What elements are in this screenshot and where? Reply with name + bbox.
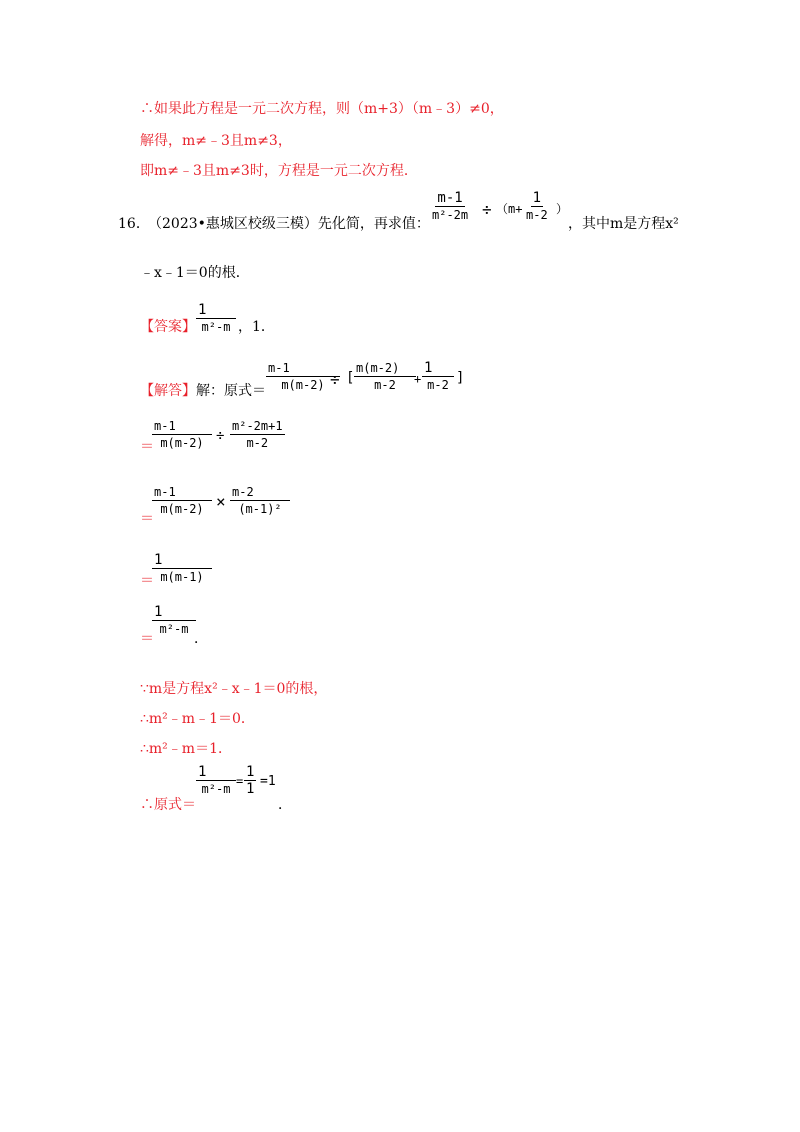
problem-paren-close: ）	[556, 202, 569, 216]
s4-frac-num: 1	[152, 552, 212, 569]
answer-fraction	[196, 302, 236, 335]
problem-source: （2023•惠城区校级三模）先化简，再求值：	[148, 216, 430, 232]
s3-frac-2-num: m-2	[230, 484, 290, 501]
s2-frac-2-num: m²-2m+1	[232, 419, 283, 433]
s1-frac-2	[354, 360, 416, 393]
s3-times-sign: ×	[216, 492, 226, 511]
s2-frac-1	[152, 418, 212, 451]
answer-fraction-den: m²-m	[201, 320, 231, 334]
s2-frac-1-den: m(m-2)	[160, 436, 204, 450]
s5-equals: ＝	[140, 631, 154, 647]
s4-frac-den: m(m-1)	[160, 570, 204, 584]
s1-bracket-open: [	[346, 370, 355, 386]
problem-inner-fraction	[524, 190, 550, 223]
final-equals-1: =	[236, 774, 244, 788]
top-line-1: ∴如果此方程是一元二次方程，则（m+3）（m﹣3）≠0，	[140, 101, 504, 117]
s1-frac-1-num: m-1	[266, 360, 340, 377]
s2-equals: ＝	[140, 439, 154, 455]
s2-frac-1-num: m-1	[152, 418, 212, 435]
final-equals-2: =1	[260, 774, 276, 789]
s2-frac-2-den: m-2	[246, 436, 269, 450]
problem-tail: ，其中m是方程x²	[568, 216, 679, 232]
s1-frac-1-den: m(m-2)	[281, 378, 325, 392]
s4-frac	[152, 552, 212, 585]
s1-frac-3	[422, 360, 454, 393]
s1-frac-3-num: 1	[422, 360, 454, 377]
problem-fraction-num: m-1	[437, 190, 463, 206]
s3-equals: ＝	[140, 511, 154, 527]
s3-frac-2-den: (m-1)²	[238, 502, 282, 516]
final-frac-2-den: 1	[246, 781, 255, 797]
problem-div-sign: ÷	[482, 200, 492, 219]
solution-lead: 解：原式＝	[196, 383, 266, 399]
s2-frac-2	[230, 418, 285, 451]
s1-frac-3-den: m-2	[427, 378, 449, 392]
s5-frac-num: 1	[152, 604, 196, 621]
s3-frac-1-num: m-1	[152, 484, 212, 501]
answer-tail: ，1．	[238, 319, 275, 335]
final-lead: ∴原式＝	[140, 797, 196, 813]
s1-frac-1	[266, 360, 340, 393]
problem-line-2: ﹣x﹣1＝0的根．	[140, 265, 250, 281]
s5-period: ．	[194, 631, 208, 647]
answer-label: 【答案】	[140, 319, 196, 335]
final-period: ．	[278, 797, 292, 813]
s1-frac-2-den: m-2	[374, 378, 396, 392]
final-frac-1	[196, 764, 236, 797]
final-frac-2	[244, 764, 256, 797]
reason-line-1: ∵m是方程x²﹣x﹣1＝0的根，	[140, 681, 328, 697]
s1-plus: +	[414, 372, 422, 386]
answer-fraction-num: 1	[196, 302, 236, 319]
top-line-2: 解得，m≠﹣3且m≠3，	[140, 133, 292, 149]
solution-label: 【解答】	[140, 383, 196, 399]
s4-equals: ＝	[140, 573, 154, 589]
s2-div-sign: ÷	[216, 428, 225, 444]
final-frac-2-num: 1	[246, 764, 255, 780]
final-frac-1-den: m²-m	[201, 782, 231, 796]
top-line-3: 即m≠﹣3且m≠3时，方程是一元二次方程．	[140, 163, 418, 179]
final-frac-1-num: 1	[196, 764, 236, 781]
problem-fraction-den: m²-2m	[432, 208, 469, 222]
s3-frac-2	[230, 484, 290, 517]
s5-frac-den: m²-m	[159, 622, 189, 636]
s3-frac-1	[152, 484, 212, 517]
problem-fraction	[430, 190, 470, 223]
reason-line-2: ∴m²﹣m﹣1＝0．	[140, 711, 255, 727]
problem-inner-den: m-2	[526, 208, 548, 222]
s3-frac-1-den: m(m-2)	[160, 502, 204, 516]
reason-line-3: ∴m²﹣m＝1．	[140, 741, 232, 757]
problem-inner-num: 1	[532, 190, 542, 206]
problem-number: 16．	[118, 216, 150, 232]
s5-frac	[152, 604, 196, 637]
problem-paren-open: （m+	[496, 202, 523, 216]
s1-frac-2-num: m(m-2)	[354, 360, 416, 377]
s1-bracket-close: ]	[456, 370, 465, 386]
s1-div-sign: ÷	[330, 370, 340, 389]
